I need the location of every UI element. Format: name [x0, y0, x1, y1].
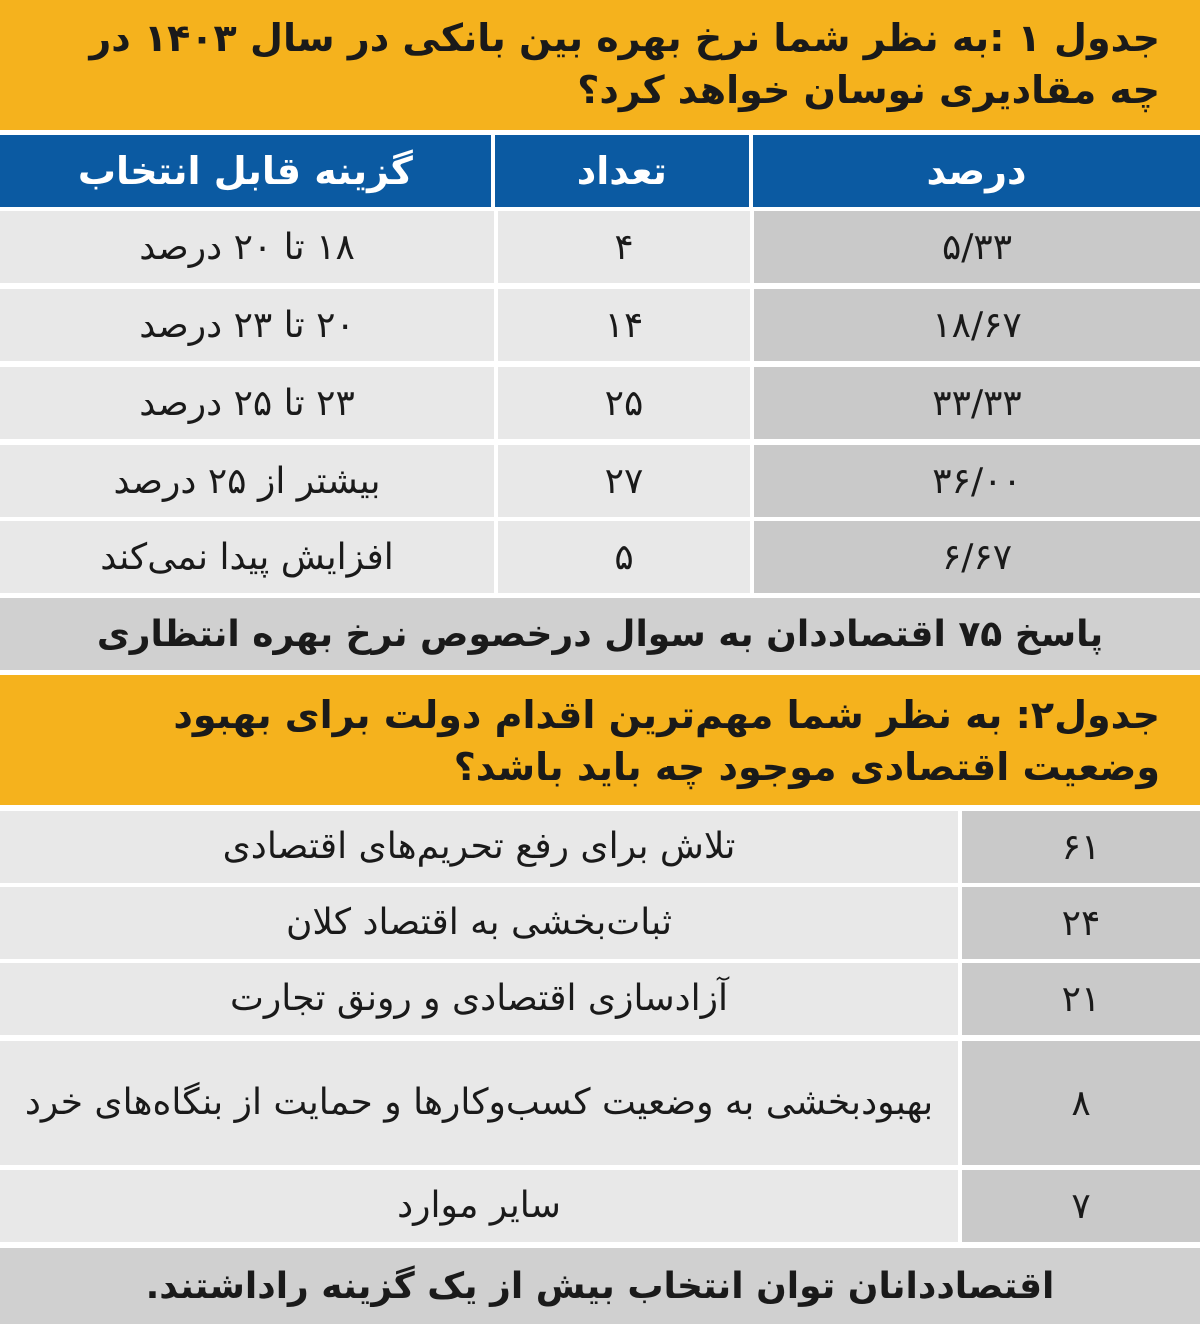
option-cell: ۲۰ تا ۲۳ درصد [0, 289, 494, 361]
header-option: گزینه قابل انتخاب [77, 149, 413, 193]
count-cell: ۱۴ [494, 289, 750, 361]
table-row [0, 211, 1200, 283]
table-row [0, 887, 1200, 959]
percent-cell: ۳۳/۳۳ [750, 367, 1200, 439]
option-cell: سایر موارد [0, 1170, 958, 1242]
option-cell: تلاش برای رفع تحریم‌های اقتصادی [0, 811, 958, 883]
percent-cell: ۵/۳۳ [750, 211, 1200, 283]
table1-title: جدول ۱ :به نظر شما نرخ بهره بین بانکی در سال ۱۴۰۳ در چه مقادیری نوسان خواهد کرد؟ [0, 0, 1200, 130]
option-cell: بهبودبخشی به وضعیت کسب‌وکارها و حمایت از بنگاه‌های خرد [0, 1041, 958, 1165]
option-cell: افزایش پیدا نمی‌کند [0, 521, 494, 593]
count-cell: ۲۷ [494, 445, 750, 517]
count-cell: ۸ [958, 1041, 1200, 1165]
table-row [0, 963, 1200, 1035]
count-cell: ۶۱ [958, 811, 1200, 883]
count-cell: ۲۵ [494, 367, 750, 439]
table-row [0, 367, 1200, 439]
count-cell: ۲۱ [958, 963, 1200, 1035]
count-cell: ۷ [958, 1170, 1200, 1242]
table1-footer: پاسخ ۷۵ اقتصاددان به سوال درخصوص نرخ بهره انتظاری [0, 598, 1200, 670]
table-row [0, 521, 1200, 593]
count-cell: ۴ [494, 211, 750, 283]
percent-cell: ۶/۶۷ [750, 521, 1200, 593]
percent-cell: ۳۶/۰۰ [750, 445, 1200, 517]
option-cell: ثبات‌بخشی به اقتصاد کلان [0, 887, 958, 959]
table2-footer: اقتصاددانان توان انتخاب بیش از یک گزینه راداشتند. [0, 1248, 1200, 1324]
option-cell: ۲۳ تا ۲۵ درصد [0, 367, 494, 439]
count-cell: ۲۴ [958, 887, 1200, 959]
table-row [0, 289, 1200, 361]
table-row [0, 1170, 1200, 1242]
table2-title: جدول۲: به نظر شما مهم‌ترین اقدام دولت برای بهبود وضعیت اقتصادی موجود چه باید باشد؟ [0, 675, 1200, 805]
count-cell: ۵ [494, 521, 750, 593]
table-row [0, 811, 1200, 883]
percent-cell: ۱۸/۶۷ [750, 289, 1200, 361]
table1-header-row [0, 135, 1200, 207]
option-cell: آزادسازی اقتصادی و رونق تجارت [0, 963, 958, 1035]
option-cell: ۱۸ تا ۲۰ درصد [0, 211, 494, 283]
table-row [0, 445, 1200, 517]
header-count: تعداد [491, 135, 749, 207]
table-row [0, 1041, 1200, 1165]
option-cell: بیشتر از ۲۵ درصد [0, 445, 494, 517]
header-percent: درصد [749, 135, 1200, 207]
